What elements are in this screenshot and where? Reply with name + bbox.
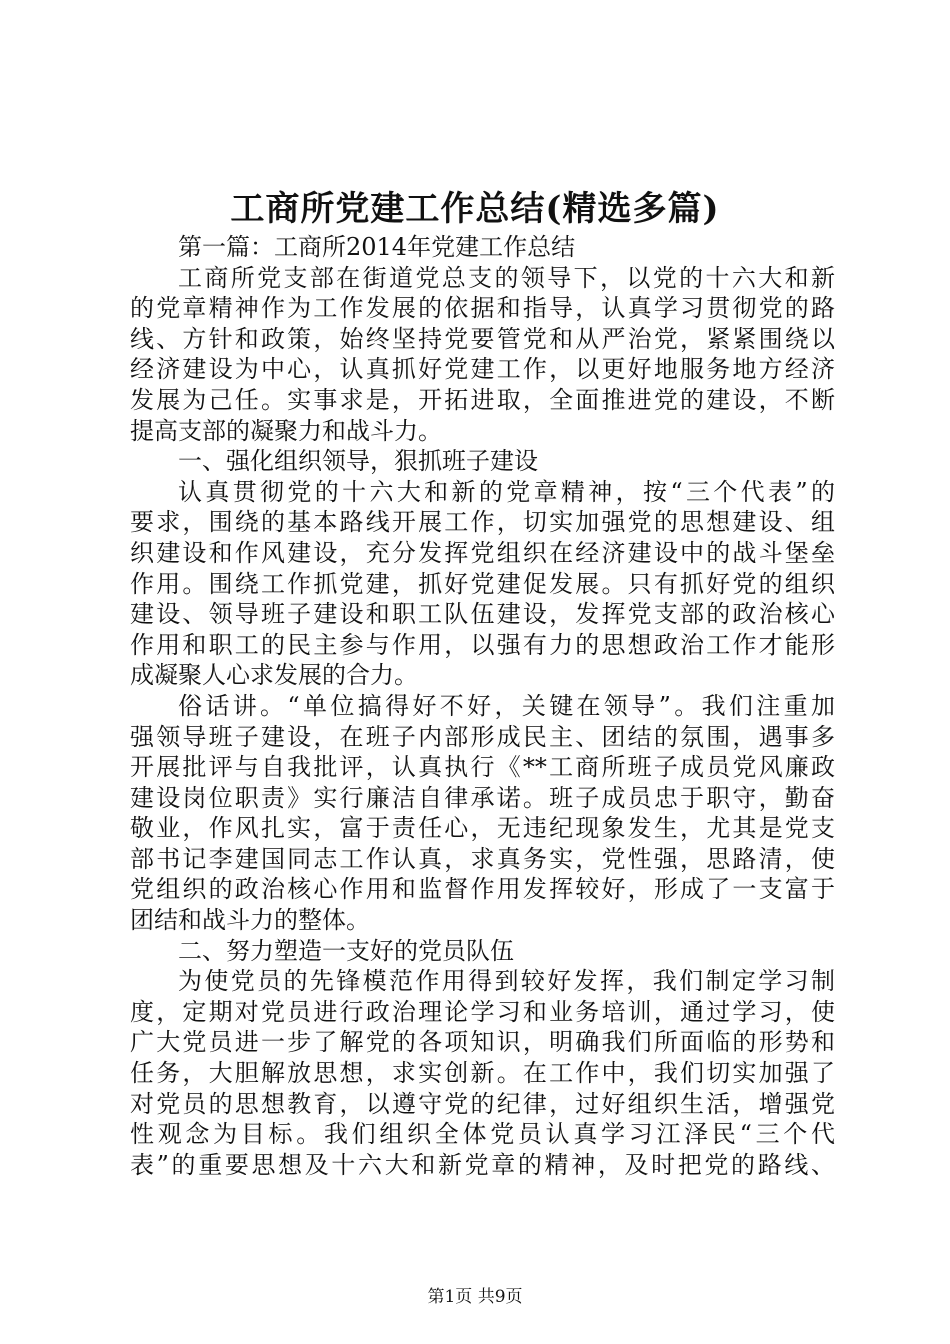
paragraph-line: 强领导班子建设，在班子内部形成民主、团结的氛围，遇事多 — [130, 722, 835, 751]
paragraph-line: 提高支部的凝聚力和战斗力。 — [130, 416, 442, 445]
paragraph-line: 建设、领导班子建设和职工队伍建设，发挥党支部的政治核心 — [130, 600, 835, 629]
page-number-footer: 第1页 共9页 — [427, 1287, 523, 1307]
paragraph-line: 度，定期对党员进行政治理论学习和业务培训，通过学习，使 — [130, 997, 835, 1026]
paragraph-line: 敬业，作风扎实，富于责任心，无违纪现象发生，尤其是党支 — [130, 814, 835, 843]
paragraph-line: 广大党员进一步了解党的各项知识，明确我们所面临的形势和 — [130, 1028, 835, 1057]
paragraph-line: 部书记李建国同志工作认真，求真务实，党性强，思路清，使 — [130, 844, 835, 873]
paragraph-line: 开展批评与自我批评，认真执行《**工商所班子成员党风廉政 — [130, 753, 835, 782]
paragraph-line: 团结和战斗力的整体。 — [130, 906, 370, 935]
paragraph-line: 经济建设为中心，认真抓好党建工作，以更好地服务地方经济 — [130, 355, 835, 384]
paragraph-line: 俗话讲。“单位搞得好不好，关键在领导”。我们注重加 — [178, 691, 835, 720]
section-heading: 第一篇：工商所2014年党建工作总结 — [178, 233, 576, 261]
section-heading: 二、努力塑造一支好的党员队伍 — [178, 936, 514, 965]
paragraph-line: 的党章精神作为工作发展的依据和指导，认真学习贯彻党的路 — [130, 294, 835, 323]
paragraph-line: 建设岗位职责》实行廉洁自律承诺。班子成员忠于职守，勤奋 — [130, 783, 835, 812]
paragraph-line: 为使党员的先锋模范作用得到较好发挥，我们制定学习制 — [178, 967, 835, 996]
paragraph-line: 对党员的思想教育，以遵守党的纪律，过好组织生活，增强党 — [130, 1089, 835, 1118]
paragraph-line: 工商所党支部在街道党总支的领导下，以党的十六大和新 — [178, 263, 835, 292]
document-body — [130, 232, 835, 1180]
section-heading: 一、强化组织领导，狠抓班子建设 — [178, 447, 538, 476]
document-title: 工商所党建工作总结(精选多篇) — [230, 189, 720, 229]
paragraph-line: 织建设和作风建设，充分发挥党组织在经济建设中的战斗堡垒 — [130, 538, 835, 567]
paragraph-line: 性观念为目标。我们组织全体党员认真学习江泽民“三个代 — [130, 1120, 835, 1149]
paragraph-line: 作用。围绕工作抓党建，抓好党建促发展。只有抓好党的组织 — [130, 569, 835, 598]
paragraph-line: 线、方针和政策，始终坚持党要管党和从严治党，紧紧围绕以 — [130, 324, 835, 353]
paragraph-line: 要求，围绕的基本路线开展工作，切实加强党的思想建设、组 — [130, 508, 835, 537]
paragraph-line: 作用和职工的民主参与作用，以强有力的思想政治工作才能形 — [130, 630, 835, 659]
paragraph-line: 发展为己任。实事求是，开拓进取，全面推进党的建设，不断 — [130, 385, 835, 414]
paragraph-line: 认真贯彻党的十六大和新的党章精神，按“三个代表”的 — [178, 477, 835, 506]
paragraph-line: 成凝聚人心求发展的合力。 — [130, 661, 418, 690]
paragraph-line: 党组织的政治核心作用和监督作用发挥较好，形成了一支富于 — [130, 875, 835, 904]
paragraph-line: 任务，大胆解放思想，求实创新。在工作中，我们切实加强了 — [130, 1059, 835, 1088]
paragraph-line: 表”的重要思想及十六大和新党章的精神，及时把党的路线、 — [130, 1150, 835, 1179]
